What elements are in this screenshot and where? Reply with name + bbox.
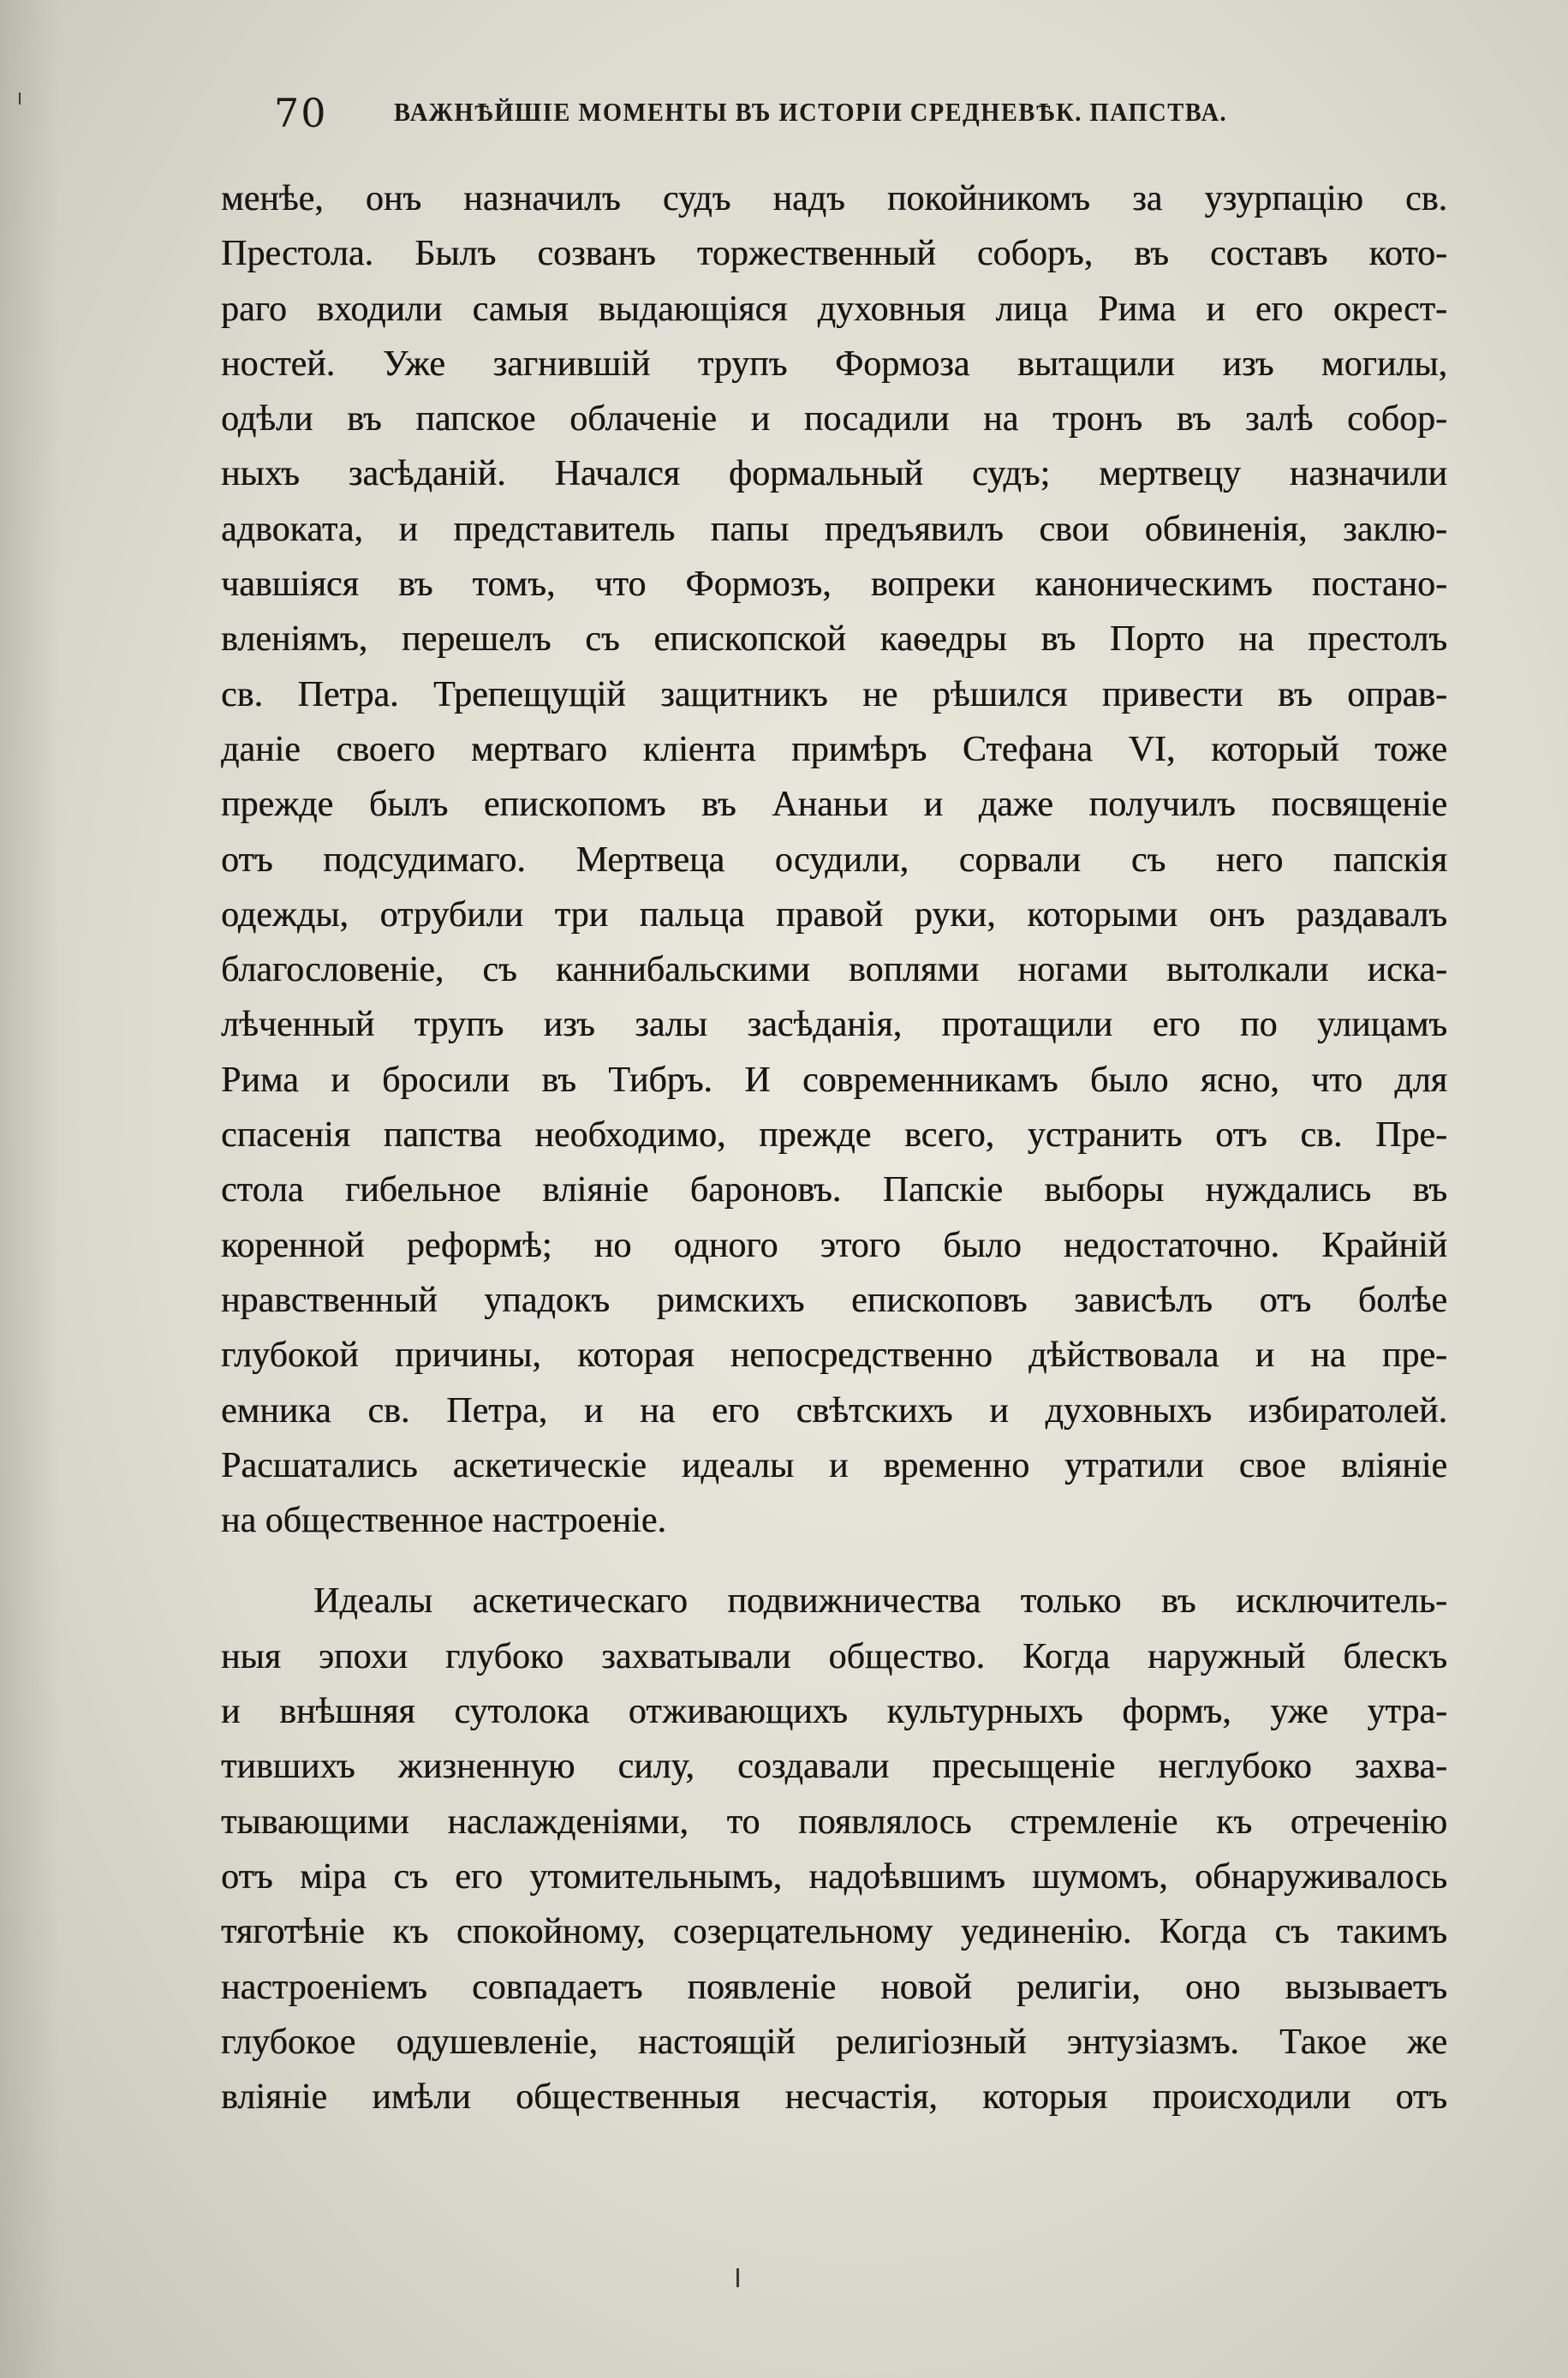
text-line: раго входили самыя выдающіяся духовныя лица Рима и его окрест- [221, 289, 1447, 329]
text-line: тившихъ жизненную силу, создавали пресыщеніе неглубоко захва- [221, 1747, 1447, 1787]
page-number: 70 [274, 90, 328, 136]
text-line: одежды, отрубили три пальца правой руки, которыми онъ раздавалъ [221, 894, 1447, 935]
text-line: нравственный упадокъ римскихъ епископовъ зависѣлъ отъ болѣе [221, 1280, 1447, 1320]
paragraph-1 [221, 171, 1447, 1548]
text-line: на общественное настроеніе. [221, 1501, 666, 1541]
text-line: емника св. Петра, и на его свѣтскихъ и духовныхъ избиратолей. [221, 1390, 1447, 1431]
text-line: лѣченный трупъ изъ залы засѣданія, протащили его по улицамъ [221, 1005, 1447, 1045]
page-gutter-shadow [0, 0, 60, 2378]
text-line: настроеніемъ совпадаетъ появленіе новой религіи, оно вызываетъ [221, 1967, 1447, 2007]
body-text [221, 171, 1447, 2347]
text-line: одѣли въ папское облаченіе и посадили на тронъ въ залѣ собор- [221, 399, 1447, 439]
print-speck [19, 93, 21, 105]
text-line: стола гибельное вліяніе бароновъ. Папскіе выборы нуждались въ [221, 1170, 1447, 1210]
text-line: менѣе, онъ назначилъ судъ надъ покойникомъ за узурпацію св. [221, 179, 1447, 218]
text-line: Престола. Былъ созванъ торжественный соборъ, въ составъ кото- [221, 234, 1447, 274]
text-line: вліяніе имѣли общественныя несчастія, которыя происходили отъ [221, 2077, 1447, 2118]
running-title: ВАЖНѢЙШІЕ МОМЕНТЫ ВЪ ИСТОРІИ СРЕДНЕВѢК. ПАПСТВА. [394, 97, 1228, 127]
text-line: и внѣшняя сутолока отживающихъ культурныхъ формъ, уже утра- [221, 1692, 1447, 1732]
text-line: вленіямъ, перешелъ съ епископской каѳедры въ Порто на престолъ [221, 619, 1447, 660]
text-line: отъ подсудимаго. Мертвеца осудили, сорвали съ него папскія [221, 839, 1447, 880]
text-line: адвоката, и представитель папы предъявилъ свои обвиненія, заклю- [221, 509, 1447, 549]
text-line: тяготѣніе къ спокойному, созерцательному уединенію. Когда съ такимъ [221, 1912, 1447, 1952]
text-line: прежде былъ епископомъ въ Ананьи и даже получилъ посвященіе [221, 785, 1447, 825]
text-line: коренной реформѣ; но одного этого было недостаточно. Крайній [221, 1225, 1447, 1265]
text-line: ныя эпохи глубоко захватывали общество. Когда наружный блескъ [221, 1636, 1447, 1676]
text-line: св. Петра. Трепещущій защитникъ не рѣшился привести въ оправ- [221, 674, 1447, 714]
text-line: глубокое одушевленіе, настоящій религіозный энтузіазмъ. Такое же [221, 2022, 1447, 2062]
text-line: глубокой причины, которая непосредственно дѣйствовала и на пре- [221, 1335, 1447, 1376]
text-line: благословеніе, съ каннибальскими воплями ногами вытолкали иска- [221, 950, 1447, 990]
text-line: тывающими наслажденіями, то появлялось стремленіе къ отреченію [221, 1801, 1447, 1842]
text-line: отъ міра съ его утомительнымъ, надоѣвшимъ шумомъ, обнаруживалось [221, 1856, 1447, 1897]
text-line: чавшіяся въ томъ, что Формозъ, вопреки каноническимъ постано- [221, 565, 1447, 605]
print-speck [736, 2268, 739, 2287]
text-line: спасенія папства необходимо, прежде всего, устранить отъ св. Пре- [221, 1115, 1447, 1156]
page-header [274, 81, 1327, 158]
text-line: ныхъ засѣданій. Начался формальный судъ; мертвецу назначили [221, 454, 1447, 494]
text-line: Идеалы аскетическаго подвижничества только въ исключитель- [313, 1581, 1447, 1622]
text-line: Рима и бросили въ Тибръ. И современникамъ было ясно, что для [221, 1060, 1447, 1100]
text-line: Расшатались аскетическіе идеалы и временно утратили свое вліяніе [221, 1445, 1447, 1485]
text-line: ностей. Уже загнившій трупъ Формоза вытащили изъ могилы, [221, 344, 1447, 384]
paragraph-spacer [221, 1548, 1447, 1574]
text-line: даніе своего мертваго кліента примѣръ Стефана VI, который тоже [221, 729, 1447, 769]
paragraph-2 [221, 1574, 1447, 2124]
